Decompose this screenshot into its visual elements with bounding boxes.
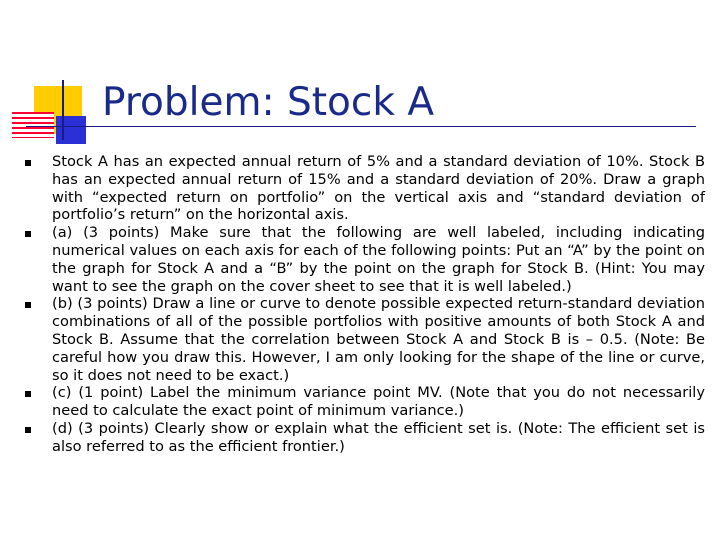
bullet-text: (c) (1 point) Label the minimum variance point MV. (Note that you do not necessarily need to calculate the exact point of minimum variance.) <box>52 384 705 420</box>
square-bullet-icon <box>25 427 31 433</box>
title-underline <box>26 126 696 127</box>
decorative-blue-square <box>56 116 86 144</box>
bullet-item <box>25 224 705 295</box>
square-bullet-icon <box>25 302 31 308</box>
square-bullet-icon <box>25 160 31 166</box>
bullet-list <box>25 153 705 456</box>
slide-title: Problem: Stock A <box>102 80 434 125</box>
bullet-item <box>25 153 705 224</box>
bullet-item <box>25 384 705 420</box>
bullet-item <box>25 295 705 384</box>
decorative-vertical-line <box>62 80 64 140</box>
bullet-item <box>25 420 705 456</box>
bullet-text: Stock A has an expected annual return of 5% and a standard deviation of 10%. Stock B has an expected annual return of 15% and a standard deviation of 20%. Draw a graph with “expected return on portfolio” on the vertical axis and “standard deviation of portfolio’s return” on the horizontal axis. <box>52 153 705 224</box>
bullet-text: (d) (3 points) Clearly show or explain what the efficient set is. (Note: The efficient set is also referred to as the efficient frontier.) <box>52 419 705 455</box>
bullet-text: (a) (3 points) Make sure that the following are well labeled, including indicating numerical values on each axis for each of the following points: Put an “A” by the point on the graph for Stock A and a “B” by the point on the graph for Stock B. (Hint: You may want to see the graph on the cover sheet to see that it is well labeled.) <box>52 224 705 295</box>
bullet-text: (b) (3 points) Draw a line or curve to denote possible expected return-standard deviation combinations of all of the possible portfolios with positive amounts of both Stock A and Stock B. Assume that the correlation between Stock A and Stock B is – 0.5. (Note: Be careful how you draw this. However, I am only looking for the shape of the line or curve, so it does not need to be exact.) <box>52 295 705 384</box>
square-bullet-icon <box>25 231 31 237</box>
decorative-red-striped-square <box>12 112 54 138</box>
square-bullet-icon <box>25 391 31 397</box>
